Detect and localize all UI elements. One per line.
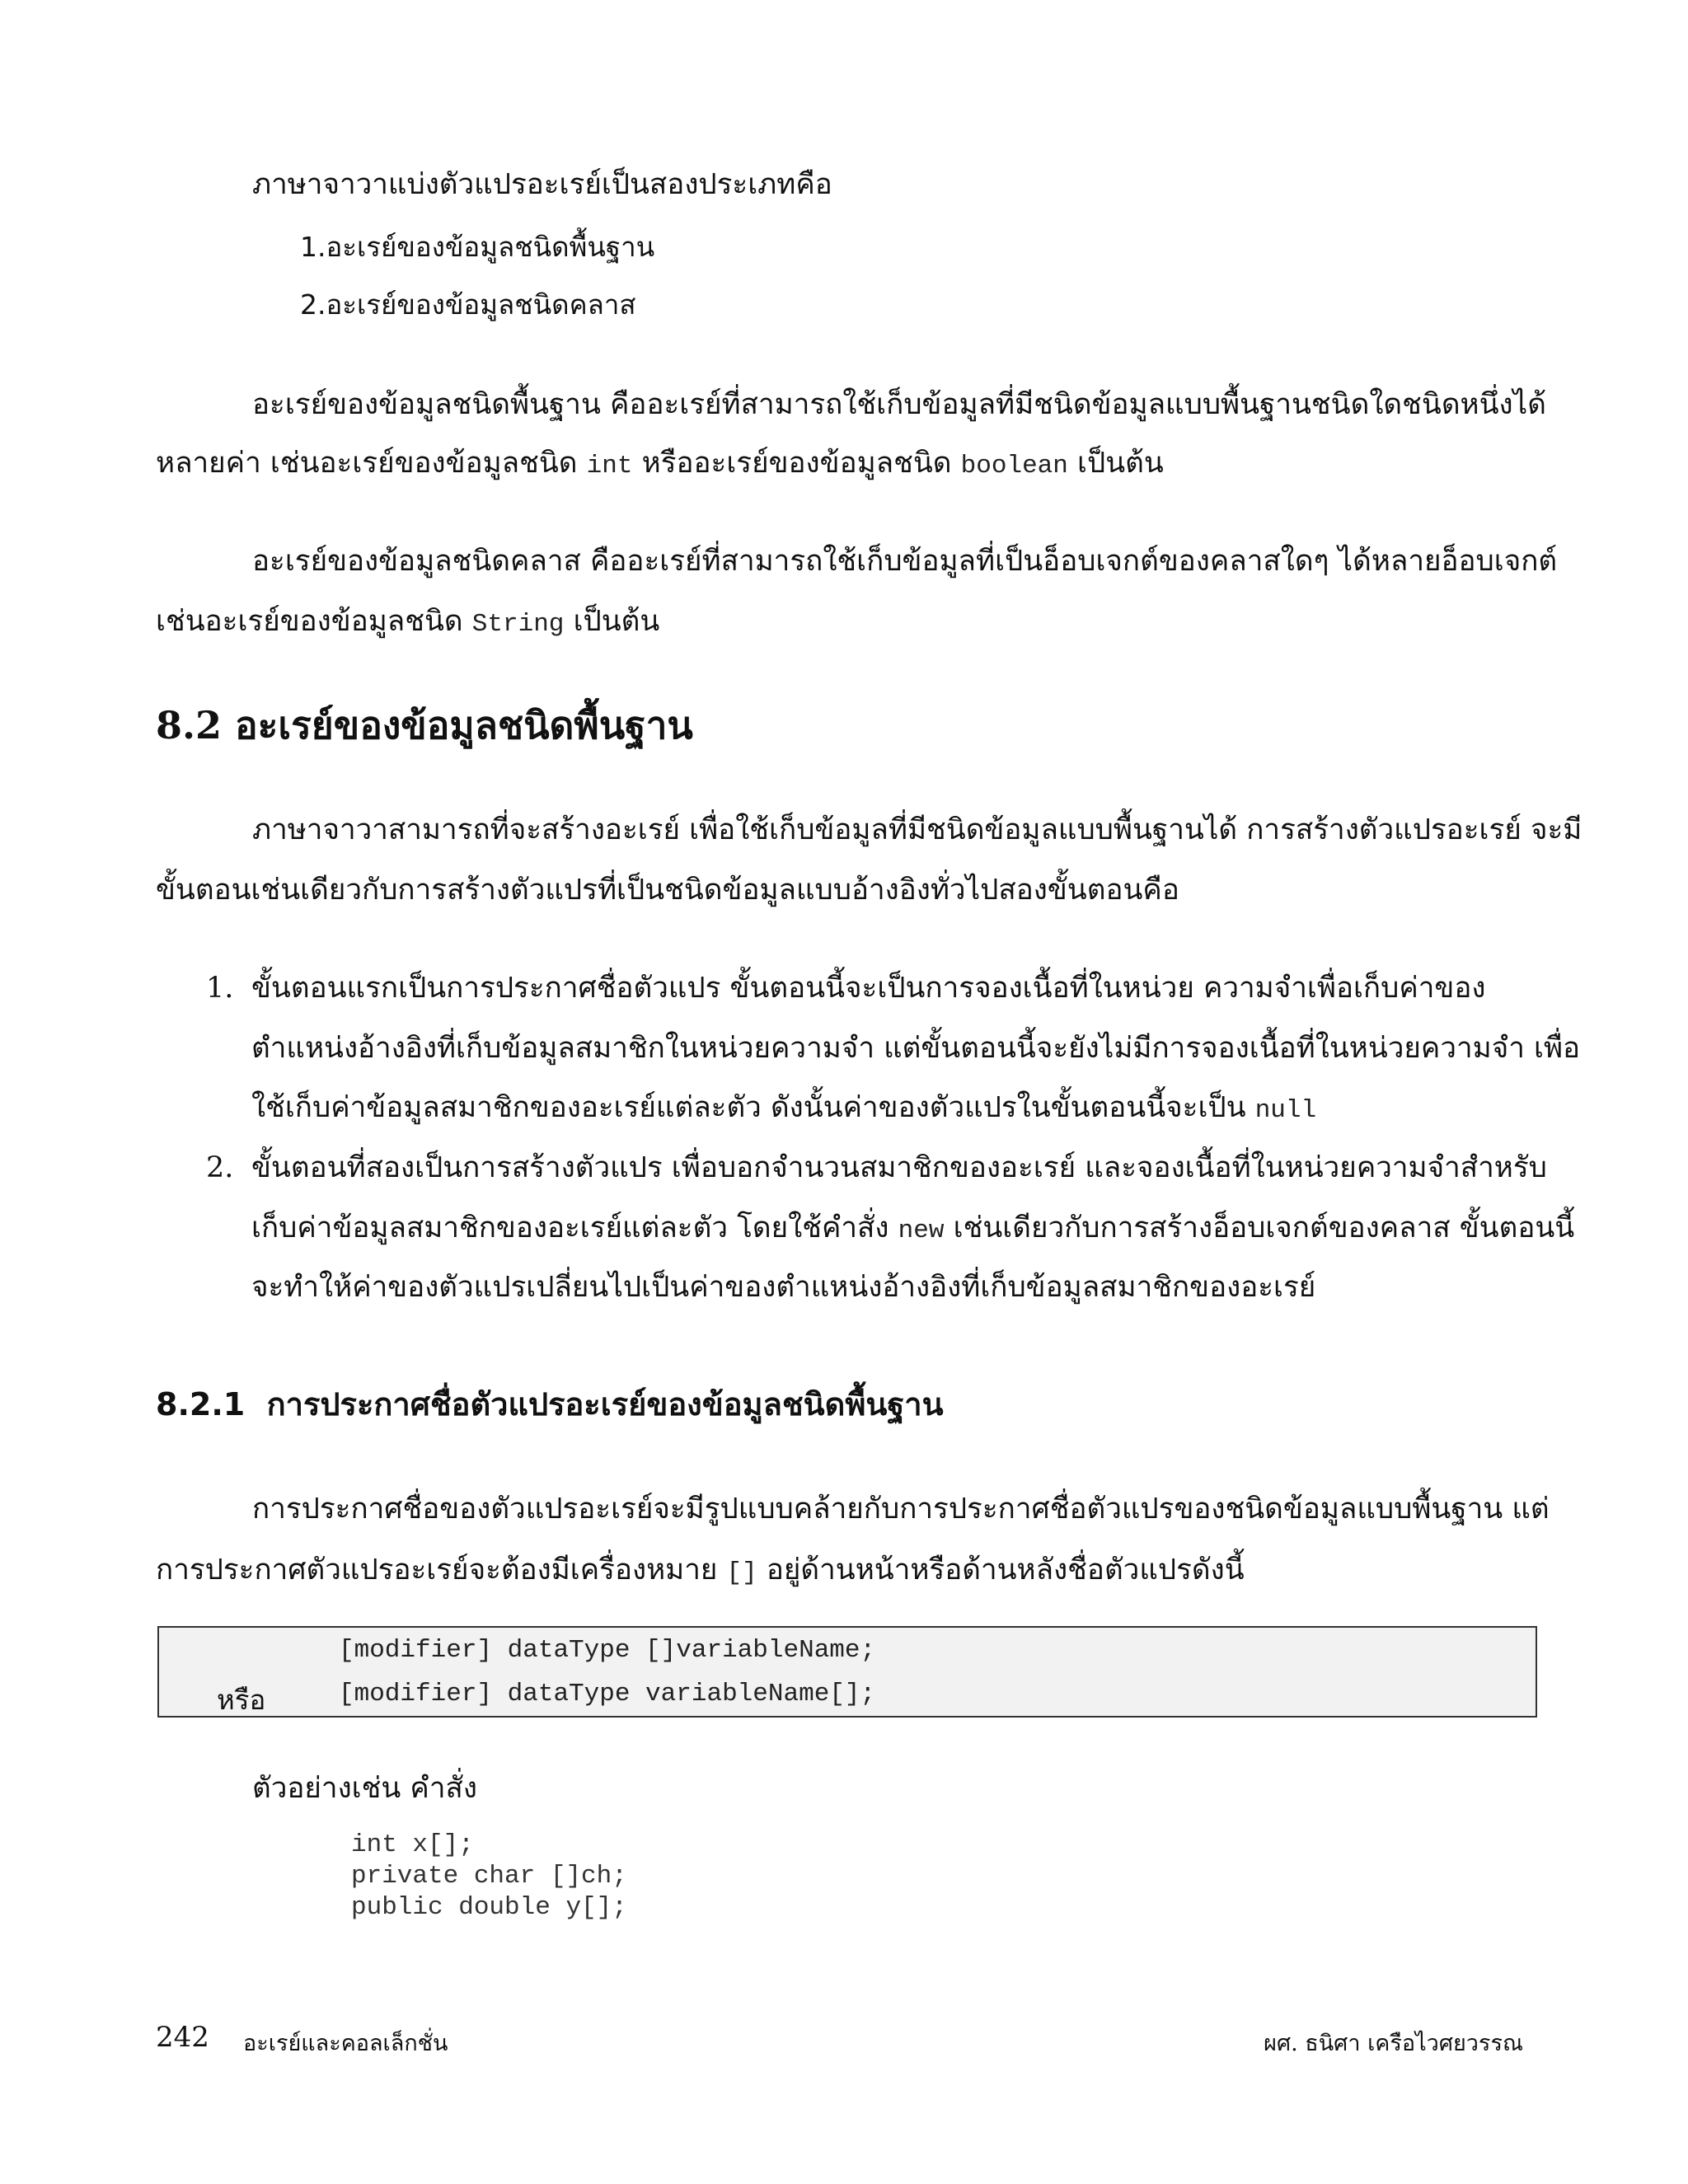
paragraph-primitive-line1: อะเรย์ของข้อมูลชนิดพื้นฐาน คืออะเรย์ที่สามารถใช้เก็บข้อมูลที่มีชนิดข้อมูลแบบพื้นฐานชนิดใดชนิดหนึ่งได้	[252, 388, 1546, 421]
page-number: 242	[156, 2021, 209, 2054]
syntax-line-1: [modifier] dataType []variableName;	[339, 1636, 876, 1665]
text-run: เช่นอะเรย์ของข้อมูลชนิด	[156, 605, 463, 638]
inline-code: String	[471, 610, 565, 639]
step-1-line3	[251, 1091, 1317, 1125]
code-line: int x[];	[351, 1830, 474, 1859]
syntax-or-label: หรือ	[217, 1684, 266, 1716]
heading-number: 8.2.1	[156, 1386, 246, 1422]
code-line: private char []ch;	[351, 1862, 627, 1891]
paragraph-class-line1: อะเรย์ของข้อมูลชนิดคลาส คืออะเรย์ที่สามารถใช้เก็บข้อมูลที่เป็นอ็อบเจกต์ของคลาสใดๆ ได้หลายอ็อบเจกต์	[252, 545, 1558, 578]
step-number: 2.	[206, 1151, 234, 1184]
text-run: การประกาศตัวแปรอะเรย์จะต้องมีเครื่องหมาย	[156, 1554, 718, 1586]
inline-code: int	[586, 452, 633, 480]
step-2-line2	[251, 1214, 1574, 1244]
author-name: ผศ. ธนิศา เครือไวศยวรรณ	[1264, 2031, 1523, 2056]
example-label: ตัวอย่างเช่น คำสั่ง	[252, 1772, 477, 1805]
heading-text: การประกาศชื่อตัวแปรอะเรย์ของข้อมูลชนิดพื้นฐาน	[266, 1385, 944, 1422]
inline-code: []	[726, 1558, 757, 1587]
code-line: public double y[];	[351, 1893, 627, 1922]
section-8-2-para-line2: ขั้นตอนเช่นเดียวกับการสร้างตัวแปรที่เป็นชนิดข้อมูลแบบอ้างอิงทั่วไปสองขั้นตอนคือ	[156, 874, 1179, 907]
step-2-line3: จะทำให้ค่าของตัวแปรเปลี่ยนไปเป็นค่าของตำแหน่งอ้างอิงที่เก็บข้อมูลสมาชิกของอะเรย์	[251, 1271, 1316, 1304]
text-run: เป็นต้น	[573, 605, 660, 638]
inline-code: new	[898, 1216, 945, 1245]
syntax-box	[157, 1626, 1537, 1718]
intro-line: ภาษาจาวาแบ่งตัวแปรอะเรย์เป็นสองประเภทคือ	[252, 168, 832, 201]
inline-code: null	[1254, 1096, 1317, 1125]
text-run: เป็นต้น	[1077, 447, 1164, 480]
text-run: หลายค่า เช่นอะเรย์ของข้อมูลชนิด	[156, 447, 578, 480]
text-run: เช่นเดียวกับการสร้างอ็อบเจกต์ของคลาส ขั้นตอนนี้	[953, 1212, 1575, 1244]
syntax-line-2: [modifier] dataType variableName[];	[339, 1680, 876, 1708]
chapter-title: อะเรย์และคอลเล็กชั่น	[243, 2031, 448, 2056]
array-type-item: 2.อะเรย์ของข้อมูลชนิดคลาส	[300, 288, 636, 321]
section-8-2-para-line1: ภาษาจาวาสามารถที่จะสร้างอะเรย์ เพื่อใช้เก็บข้อมูลที่มีชนิดข้อมูลแบบพื้นฐานได้ การสร้างตัวแปรอะเรย์ จะมี	[252, 813, 1582, 846]
section-heading-8-2-1	[156, 1385, 944, 1422]
section-heading-8-2: 8.2 อะเรย์ของข้อมูลชนิดพื้นฐาน	[156, 703, 693, 748]
step-2-line1: ขั้นตอนที่สองเป็นการสร้างตัวแปร เพื่อบอกจำนวนสมาชิกของอะเรย์ และจองเนื้อที่ในหน่วยความจำสำหรับ	[251, 1151, 1547, 1184]
section-8-2-1-para-line2	[156, 1556, 1245, 1586]
paragraph-class-line2	[156, 607, 659, 637]
step-1-line1: ขั้นตอนแรกเป็นการประกาศชื่อตัวแปร ขั้นตอนนี้จะเป็นการจองเนื้อที่ในหน่วย ความจำเพื่อเก็บค่าของ	[251, 972, 1486, 1005]
text-run: หรืออะเรย์ของข้อมูลชนิด	[641, 447, 952, 480]
text-run: เก็บค่าข้อมูลสมาชิกของอะเรย์แต่ละตัว โดยใช้คำสั่ง	[251, 1212, 889, 1244]
text-run: ใช้เก็บค่าข้อมูลสมาชิกของอะเรย์แต่ละตัว ดังนั้นค่าของตัวแปรในขั้นตอนนี้จะเป็น	[251, 1091, 1246, 1124]
paragraph-primitive-line2	[156, 449, 1164, 479]
text-run: อยู่ด้านหน้าหรือด้านหลังชื่อตัวแปรดังนี้	[766, 1554, 1245, 1586]
step-1-line2: ตำแหน่งอ้างอิงที่เก็บข้อมูลสมาชิกในหน่วยความจำ แต่ขั้นตอนนี้จะยังไม่มีการจองเนื้อที่ในหน่วยความจำ เพื่อ	[251, 1032, 1581, 1065]
step-number: 1.	[206, 972, 234, 1005]
inline-code: boolean	[960, 452, 1068, 480]
section-8-2-1-para-line1: การประกาศชื่อของตัวแปรอะเรย์จะมีรูปแบบคล้ายกับการประกาศชื่อตัวแปรของชนิดข้อมูลแบบพื้นฐาน แต่	[252, 1493, 1550, 1526]
array-type-item: 1.อะเรย์ของข้อมูลชนิดพื้นฐาน	[300, 231, 655, 263]
